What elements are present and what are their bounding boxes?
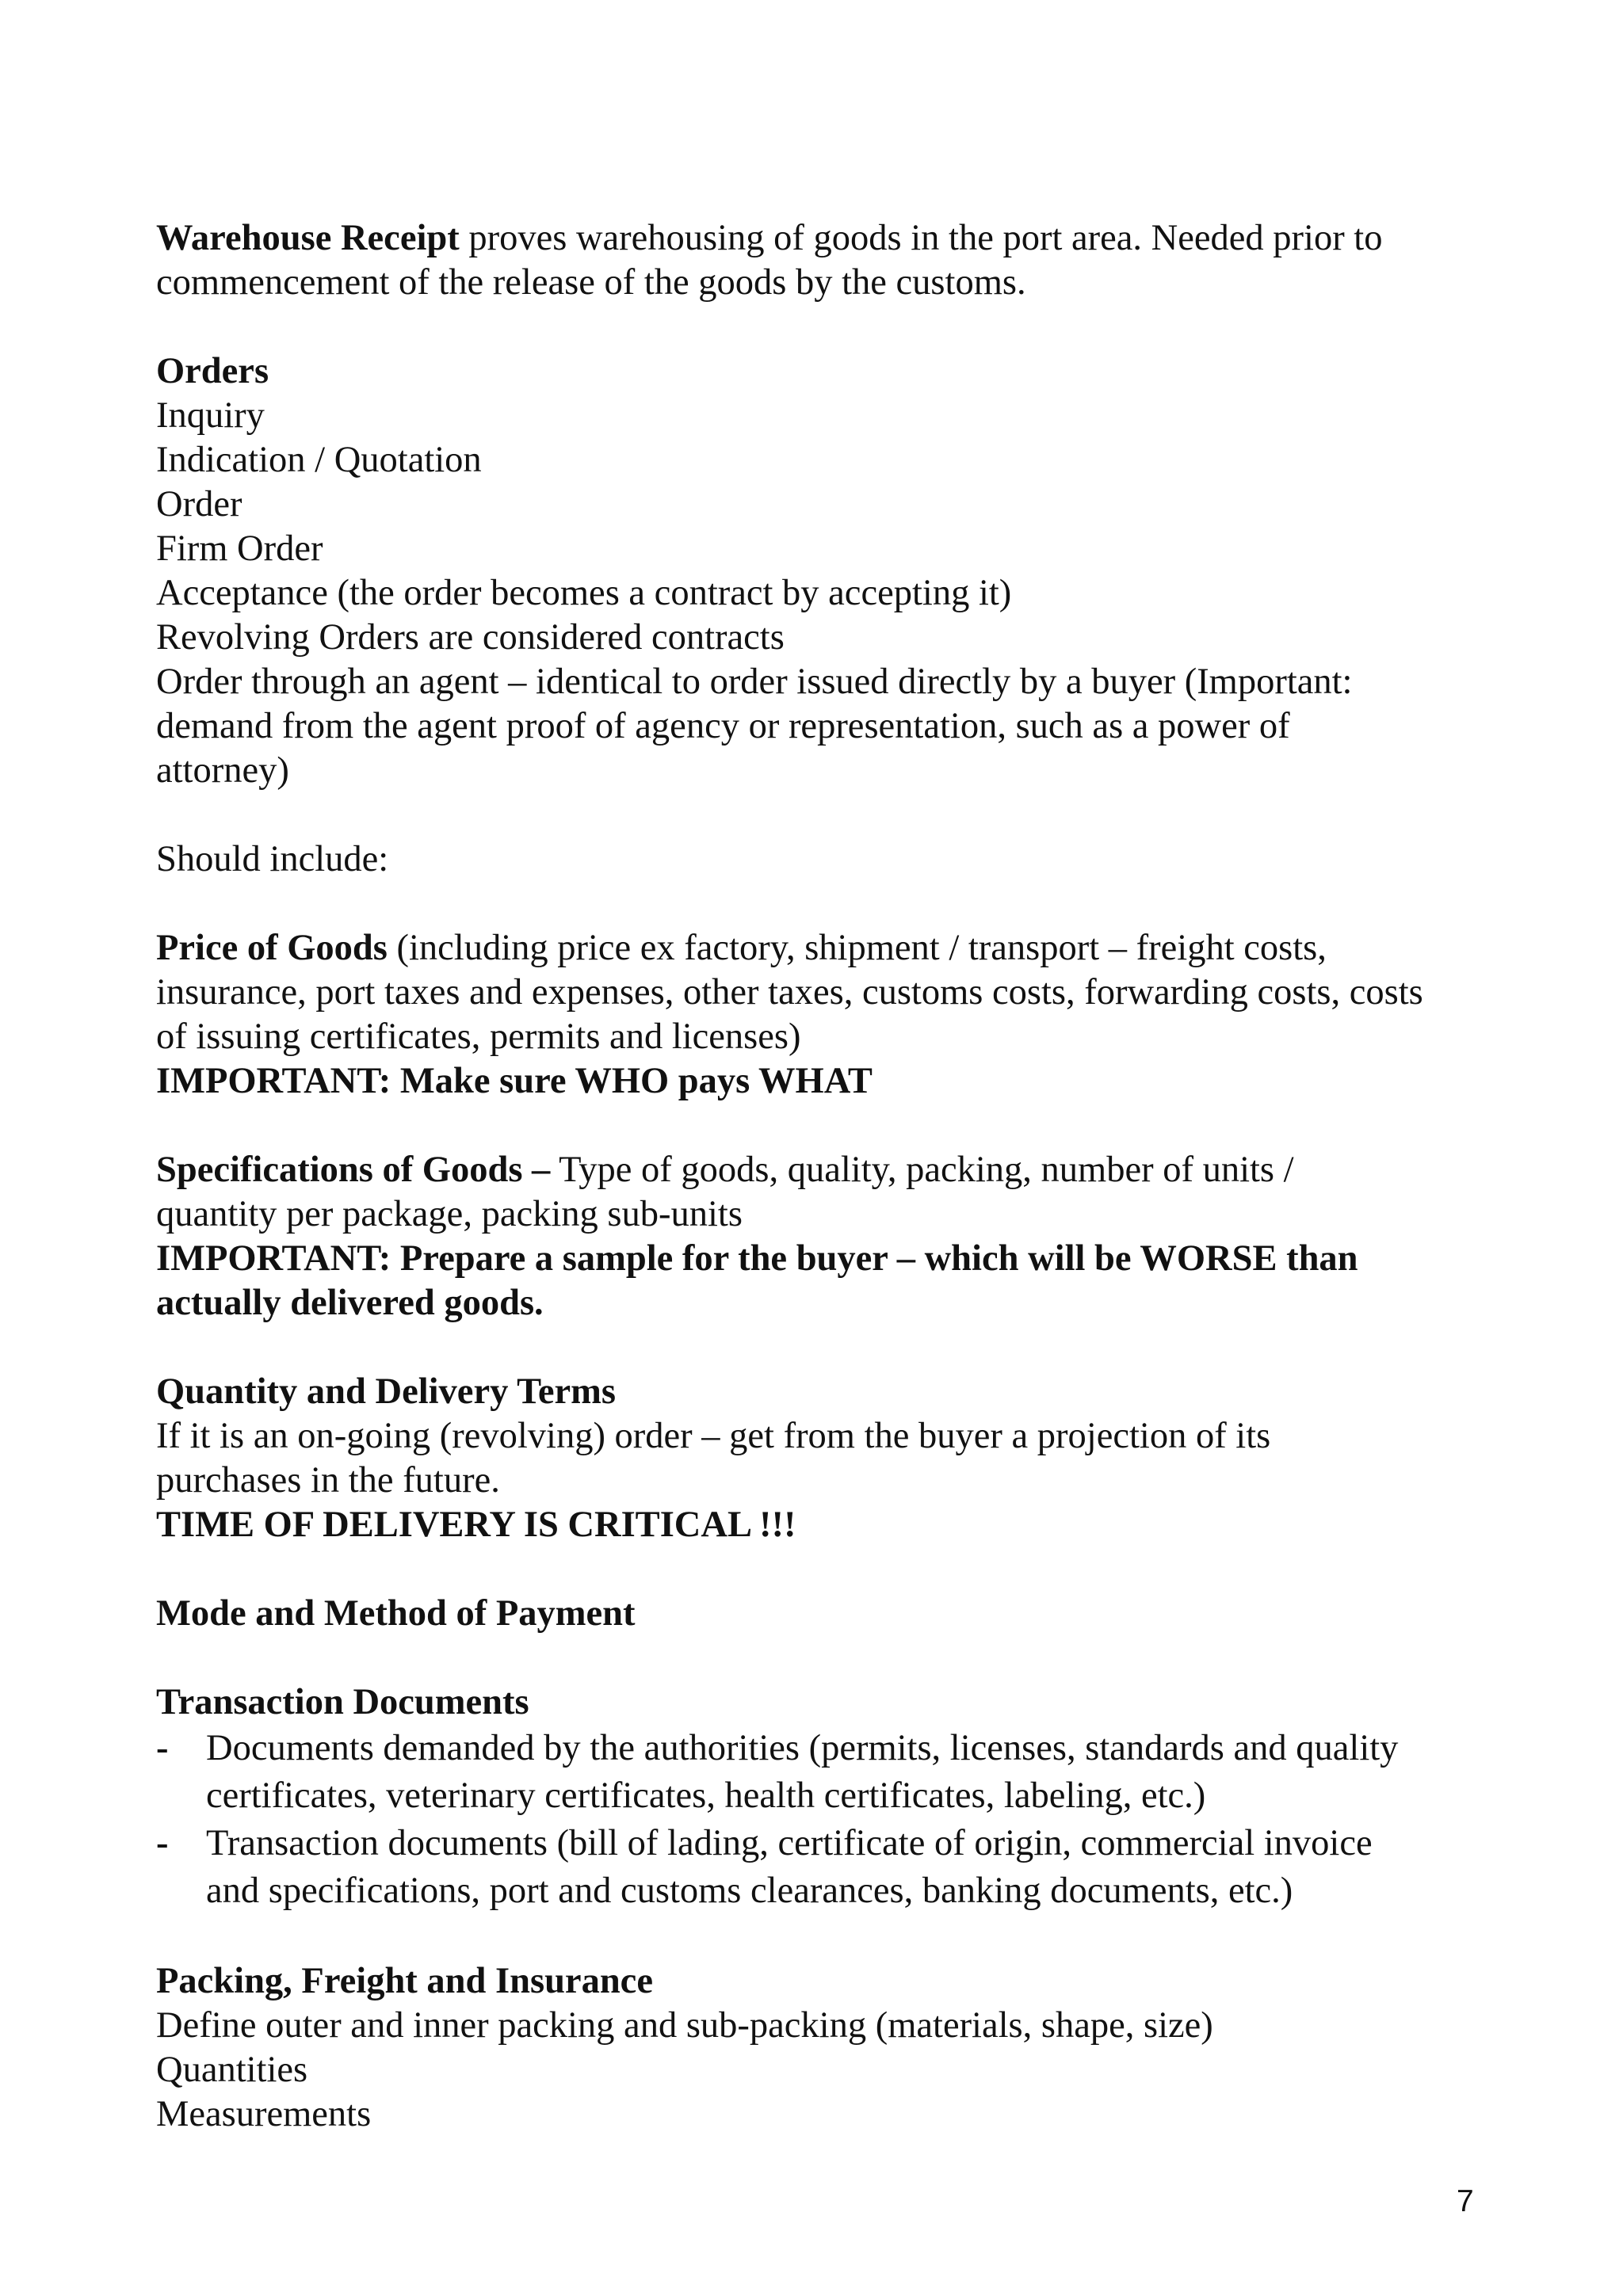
orders-item: Inquiry xyxy=(156,395,265,436)
specifications-text: Type of goods, quality, packing, number of units / xyxy=(550,1150,1294,1190)
price-of-goods-text-continued: of issuing certificates, permits and licenses) xyxy=(156,1016,801,1057)
specifications-text-continued: quantity per package, packing sub-units xyxy=(156,1194,743,1234)
page-body xyxy=(156,216,1503,2137)
orders-item: Firm Order xyxy=(156,528,323,569)
packing-item: Quantities xyxy=(156,2050,308,2090)
orders-item: demand from the agent proof of agency or representation, such as a power of xyxy=(156,706,1290,746)
specifications-term: Specifications of Goods – xyxy=(156,1150,551,1190)
bullet-marker: - xyxy=(156,1823,169,1863)
bullet-text: Documents demanded by the authorities (permits, licenses, standards and quality xyxy=(206,1728,1399,1768)
bullet-text: Transaction documents (bill of lading, certificate of origin, commercial invoice xyxy=(206,1823,1373,1863)
orders-item: Acceptance (the order becomes a contract by accepting it) xyxy=(156,573,1012,613)
spacer xyxy=(156,1104,1503,1148)
specifications-important-note-continued: actually delivered goods. xyxy=(156,1283,544,1323)
delivery-critical-note: TIME OF DELIVERY IS CRITICAL !!! xyxy=(156,1505,796,1545)
payment-heading: Mode and Method of Payment xyxy=(156,1593,636,1634)
warehouse-receipt-text-continued: commencement of the release of the goods by the customs. xyxy=(156,262,1026,303)
price-important-note: IMPORTANT: Make sure WHO pays WHAT xyxy=(156,1061,873,1101)
bullet-text: certificates, veterinary certificates, health certificates, labeling, etc.) xyxy=(206,1775,1206,1816)
packing-item: Measurements xyxy=(156,2094,372,2134)
quantity-text-continued: purchases in the future. xyxy=(156,1460,500,1501)
should-include-label: Should include: xyxy=(156,839,389,879)
specifications-paragraph xyxy=(156,1148,1503,1192)
bullet-item-continued xyxy=(156,1772,1503,1820)
bullet-item-continued xyxy=(156,1867,1503,1915)
transaction-documents-heading: Transaction Documents xyxy=(156,1682,529,1722)
orders-item: Indication / Quotation xyxy=(156,440,482,480)
packing-heading: Packing, Freight and Insurance xyxy=(156,1961,653,2001)
bullet-text: and specifications, port and customs clearances, banking documents, etc.) xyxy=(206,1871,1293,1911)
quantity-text: If it is an on-going (revolving) order – get from the buyer a projection of its xyxy=(156,1416,1271,1456)
price-of-goods-paragraph xyxy=(156,926,1503,971)
orders-item: Revolving Orders are considered contracts xyxy=(156,617,785,658)
packing-item: Define outer and inner packing and sub-packing (materials, shape, size) xyxy=(156,2005,1213,2046)
specifications-important-note: IMPORTANT: Prepare a sample for the buyer – which will be WORSE than xyxy=(156,1238,1358,1279)
warehouse-receipt-text: proves warehousing of goods in the port area. Needed prior to xyxy=(459,218,1383,258)
spacer xyxy=(156,1547,1503,1592)
spacer xyxy=(156,882,1503,926)
spacer xyxy=(156,1915,1503,1959)
orders-item: Order xyxy=(156,484,242,524)
bullet-item xyxy=(156,1820,1503,1867)
page-number: 7 xyxy=(1457,2184,1474,2218)
spacer xyxy=(156,1636,1503,1680)
orders-item: attorney) xyxy=(156,750,289,791)
warehouse-receipt-term: Warehouse Receipt xyxy=(156,218,460,258)
price-of-goods-term: Price of Goods xyxy=(156,928,388,968)
spacer xyxy=(156,305,1503,349)
price-of-goods-text: (including price ex factory, shipment / transport – freight costs, xyxy=(387,928,1327,968)
orders-item: Order through an agent – identical to order issued directly by a buyer (Important: xyxy=(156,662,1353,702)
bullet-marker: - xyxy=(156,1728,169,1768)
bullet-item xyxy=(156,1725,1503,1772)
quantity-heading: Quantity and Delivery Terms xyxy=(156,1371,616,1412)
price-of-goods-text-continued: insurance, port taxes and expenses, other taxes, customs costs, forwarding costs, costs xyxy=(156,972,1423,1013)
warehouse-receipt-paragraph xyxy=(156,216,1503,261)
spacer xyxy=(156,1325,1503,1370)
orders-heading: Orders xyxy=(156,351,269,391)
spacer xyxy=(156,793,1503,837)
